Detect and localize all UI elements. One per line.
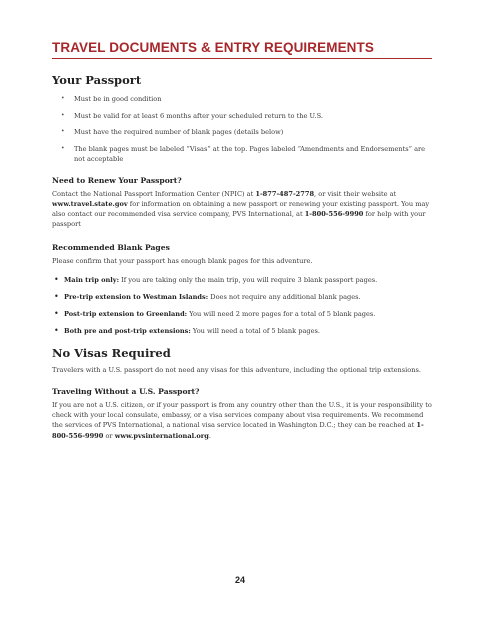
page-number: 24 xyxy=(234,575,245,585)
item-text: Does not require any additional blank pages. xyxy=(208,292,361,301)
non-us-paragraph xyxy=(52,400,432,441)
non-us-text: . xyxy=(208,431,211,440)
page-content xyxy=(52,40,432,441)
blank-pages-intro: Please confirm that your passport has enough blank pages for this adventure. xyxy=(52,257,313,266)
visas-paragraph: Travelers with a U.S. passport do not need any visas for this adventure, including the optional trip extensions. xyxy=(52,365,421,374)
pvs-phone: 1-800-556-9990 xyxy=(52,421,424,440)
npic-phone: 1-877-487-2778 xyxy=(255,189,315,198)
list-item xyxy=(52,292,432,302)
passport-heading: Your Passport xyxy=(52,73,142,87)
non-us-text: or xyxy=(103,431,115,440)
list-item xyxy=(52,326,432,336)
pvs-website-link[interactable]: www.pvsinternational.org xyxy=(114,431,209,440)
non-us-text: If you are not a U.S. citizen, or if your passport is from any country other than the U.S., it is your responsibility to check with your local consulate, embassy, or a visa services company about visa requirements. We recommend the services of PVS International, a national visa service located in Washington D.C.; they can be reached at xyxy=(52,400,432,430)
list-item xyxy=(52,275,432,285)
non-us-heading: Traveling Without a U.S. Passport? xyxy=(52,386,200,396)
list-item xyxy=(52,309,432,319)
list-item: • Must be valid for at least 6 months after your scheduled return to the U.S. xyxy=(52,111,432,121)
renew-text: Contact the National Passport Information Center (NPIC) at xyxy=(52,189,256,198)
item-text: You will need a total of 5 blank pages. xyxy=(190,326,321,335)
passport-requirements-list xyxy=(52,94,432,165)
blank-pages-list xyxy=(52,275,432,336)
list-item: • The blank pages must be labeled “Visas” at the top. Pages labeled “Amendments and Endorsements” are not acceptable xyxy=(52,144,432,164)
renew-text: for information on obtaining a new passport or renewing your existing passport. You may also contact our recommended visa service company, PVS International, at xyxy=(52,199,430,218)
renew-paragraph xyxy=(52,189,432,230)
blank-pages-heading: Recommended Blank Pages xyxy=(52,243,170,253)
renew-heading: Need to Renew Your Passport? xyxy=(52,175,182,185)
renew-text: , or visit their website at xyxy=(314,189,397,198)
visas-heading: No Visas Required xyxy=(52,345,171,360)
item-label: Both pre and post-trip extensions: xyxy=(64,326,191,335)
item-label: Post-trip extension to Greenland: xyxy=(64,309,188,318)
travel-state-link[interactable]: www.travel.state.gov xyxy=(52,199,128,208)
list-item: • Must be in good condition xyxy=(52,94,432,104)
pvs-phone: 1-800-556-9990 xyxy=(304,209,364,218)
list-item: • Must have the required number of blank pages (details below) xyxy=(52,127,432,137)
section-title: TRAVEL DOCUMENTS & ENTRY REQUIREMENTS xyxy=(52,40,432,59)
item-label: Pre-trip extension to Westman Islands: xyxy=(64,292,209,301)
item-text: If you are taking only the main trip, you will require 3 blank passport pages. xyxy=(119,275,378,284)
item-label: Main trip only: xyxy=(64,275,120,284)
item-text: You will need 2 more pages for a total of 5 blank pages. xyxy=(187,309,376,318)
renew-text: for help with your passport xyxy=(52,209,426,229)
